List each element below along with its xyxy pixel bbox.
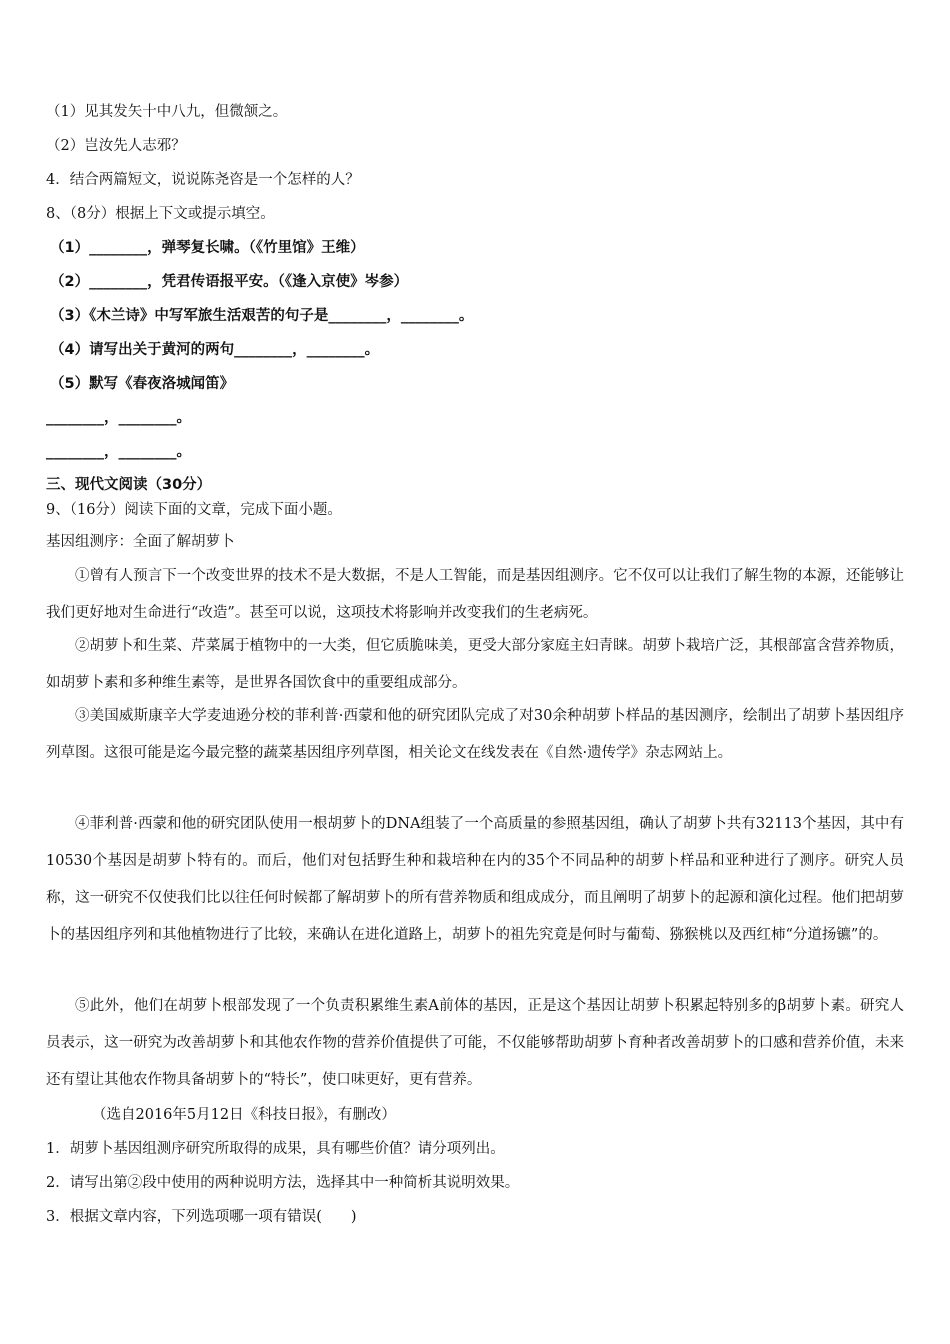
q8-item-1: （1）________，弹琴复长啸。（《竹里馆》王维）: [50, 240, 365, 256]
q8-item-3: （3）《木兰诗》中写军旅生活艰苦的句子是________，________。: [50, 308, 474, 324]
q9-subquestion-3: 3．根据文章内容，下列选项哪一项有错误( ): [46, 1209, 357, 1225]
q9-title: 9、（16分）阅读下面的文章，完成下面小题。: [46, 502, 342, 518]
article-title: 基因组测序：全面了解胡萝卜: [46, 534, 235, 550]
q8-item-5: （5）默写《春夜洛城闻笛》: [50, 376, 235, 392]
q8-title-text: 8、（8分）根据上下文或提示填空。: [46, 206, 275, 222]
section3-title: 三、现代文阅读（30分）: [46, 477, 212, 493]
article-paragraph-2: ②胡萝卜和生菜、芹菜属于植物中的一大类，但它质脆味美，更受大部分家庭主妇青睐。胡萝卜栽培广泛，其根部富含营养物质，如胡萝卜素和多种维生素等，是世界各国饮食中的重要组成部分。: [46, 638, 904, 691]
article-paragraph-5: ⑤此外，他们在胡萝卜根部发现了一个负责积累维生素A前体的基因，正是这个基因让胡萝卜积累起特别多的β胡萝卜素。研究人员表示，这一研究为改善胡萝卜和其他农作物的营养价值提供了可能，不仅能够帮助胡萝卜育种者改善胡萝卜的口感和营养价值，未来还有望让其他农作物具备胡萝卜的“特长”，使口味更好，更有营养。: [46, 998, 904, 1088]
article-paragraph-3: ③美国威斯康辛大学麦迪逊分校的菲利普·西蒙和他的研究团队完成了对30余种胡萝卜样品的基因测序，绘制出了胡萝卜基因组序列草图。这很可能是迄今最完整的蔬菜基因组序列草图，相关论文在线发表在《自然·遗传学》杂志网站上。: [46, 708, 904, 761]
q8-title: [46, 204, 275, 224]
q8-blank-line-1: ________，________。: [46, 410, 191, 426]
article-paragraph-1: ①曾有人预言下一个改变世界的技术不是大数据，不是人工智能，而是基因组测序。它不仅可以让我们了解生物的本源，还能够让我们更好地对生命进行“改造”。甚至可以说，这项技术将影响并改变我们的生老病死。: [46, 568, 904, 621]
q8-blank-line-2: ________，________。: [46, 444, 191, 460]
q9-subquestion-2: 2．请写出第②段中使用的两种说明方法，选择其中一种简析其说明效果。: [46, 1175, 520, 1191]
q8-item-4: （4）请写出关于黄河的两句________，________。: [50, 342, 380, 358]
prev-question-1: （1）见其发矢十中八九，但微颔之。: [46, 104, 288, 120]
article-paragraph-4: ④菲利普·西蒙和他的研究团队使用一根胡萝卜的DNA组装了一个高质量的参照基因组，确认了胡萝卜共有32113个基因，其中有10530个基因是胡萝卜特有的。而后，他们对包括野生种和栽培种在内的35个不同品种的胡萝卜样品和亚种进行了测序。研究人员称，这一研究不仅使我们比以往任何时候都了解胡萝卜的所有营养物质和组成成分，而且阐明了胡萝卜的起源和演化过程。他们把胡萝卜的基因组序列和其他植物进行了比较，来确认在进化道路上，胡萝卜的祖先究竟是何时与葡萄、猕猴桃以及西红柿“分道扬镳”的。: [46, 816, 904, 943]
q9-subquestion-1: 1．胡萝卜基因组测序研究所取得的成果，具有哪些价值？请分项列出。: [46, 1141, 505, 1157]
article-source: （选自2016年5月12日《科技日报》，有删改）: [92, 1107, 396, 1123]
prev-question-4: 4．结合两篇短文，说说陈尧咨是一个怎样的人？: [46, 172, 360, 188]
q8-item-2: （2）________，凭君传语报平安。（《逢入京使》岑参）: [50, 274, 409, 290]
prev-question-2: （2）岂汝先人志邪？: [46, 138, 186, 154]
